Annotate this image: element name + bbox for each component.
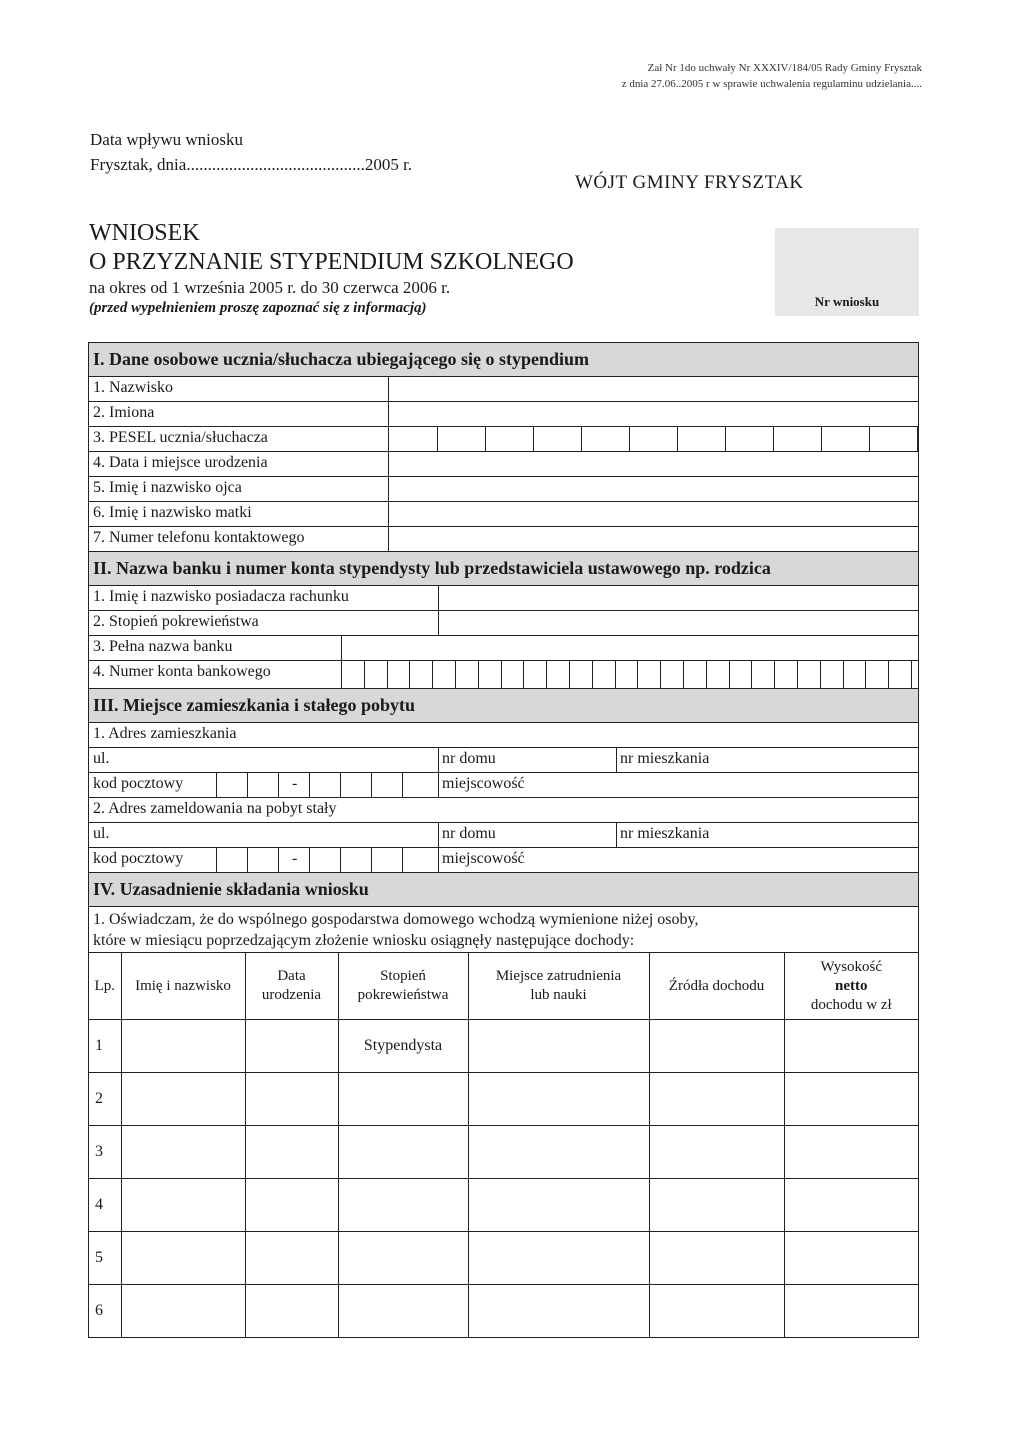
row-label: 2. Stopień pokrewieństwa <box>93 613 259 630</box>
col-net-income: Wysokość netto dochodu w zł <box>784 953 918 1020</box>
street-label: ul. <box>93 750 110 767</box>
flat-number-label: nr mieszkania <box>620 750 710 767</box>
row-account-holder <box>89 586 918 611</box>
title-line2: O PRZYZNANIE STYPENDIUM SZKOLNEGO <box>89 249 574 275</box>
row-label: 1. Adres zamieszkania <box>93 725 237 742</box>
table-row <box>89 1126 918 1179</box>
section1-heading: I. Dane osobowe ucznia/słuchacza ubiegającego się o stypendium <box>89 343 918 377</box>
row-father <box>89 477 918 502</box>
town-label: miejscowość <box>442 850 525 867</box>
row-number: 3 <box>89 1126 121 1179</box>
row-street-2 <box>89 823 918 848</box>
statement-line1: 1. Oświadczam, że do wspólnego gospodarstwa domowego wchodzą wymienione niżej osoby, <box>93 911 699 928</box>
row-account-number <box>89 661 918 689</box>
statement-line2: które w miesiącu poprzedzającym złożenie wniosku osiągnęły następujące dochody: <box>93 932 635 949</box>
household-statement <box>89 907 918 953</box>
house-number-label: nr domu <box>442 825 496 842</box>
cell-dob[interactable] <box>245 1179 338 1232</box>
cell-dob[interactable] <box>245 1232 338 1285</box>
intake-date-block <box>90 127 412 177</box>
cell-name[interactable] <box>121 1179 245 1232</box>
table-row <box>89 1179 918 1232</box>
recipient: WÓJT GMINY FRYSZTAK <box>575 172 804 193</box>
cell-source[interactable] <box>649 1232 784 1285</box>
cell-relationship[interactable] <box>338 1073 468 1126</box>
row-label: 1. Nazwisko <box>93 379 173 396</box>
cell-name[interactable] <box>121 1232 245 1285</box>
row-birth <box>89 452 918 477</box>
row-relationship <box>89 611 918 636</box>
col-dob: Data urodzenia <box>245 953 338 1020</box>
row-number: 2 <box>89 1073 121 1126</box>
col-name: Imię i nazwisko <box>121 953 245 1020</box>
cell-dob[interactable] <box>245 1020 338 1073</box>
row-street-1 <box>89 748 918 773</box>
street-label: ul. <box>93 825 110 842</box>
postcode-dash: - <box>292 850 298 867</box>
cell-dob[interactable] <box>245 1285 338 1338</box>
cell-relationship[interactable] <box>338 1179 468 1232</box>
cell-income[interactable] <box>784 1179 918 1232</box>
row-label: 4. Numer konta bankowego <box>93 663 271 680</box>
row-label: 3. Pełna nazwa banku <box>93 638 233 655</box>
house-number-label: nr domu <box>442 750 496 767</box>
cell-relationship[interactable] <box>338 1232 468 1285</box>
row-mother <box>89 502 918 527</box>
cell-workplace[interactable] <box>468 1285 649 1338</box>
application-number-box[interactable] <box>775 228 919 316</box>
row-label: 6. Imię i nazwisko matki <box>93 504 252 521</box>
row-number: 5 <box>89 1232 121 1285</box>
row-postcode-1 <box>89 773 918 798</box>
resolution-note-line2: z dnia 27.06..2005 r w sprawie uchwalenia regulaminu udzielania.... <box>621 78 922 90</box>
row-phone <box>89 527 918 552</box>
row-number: 4 <box>89 1179 121 1232</box>
row-label: 1. Imię i nazwisko posiadacza rachunku <box>93 588 349 605</box>
postcode-boxes-1[interactable] <box>216 773 433 797</box>
section3-heading: III. Miejsce zamieszkania i stałego pobytu <box>89 689 918 723</box>
intake-label: Data wpływu wniosku <box>90 130 243 149</box>
cell-name[interactable] <box>121 1285 245 1338</box>
cell-workplace[interactable] <box>468 1020 649 1073</box>
cell-name[interactable] <box>121 1073 245 1126</box>
title-line1: WNIOSEK <box>89 220 200 246</box>
row-number: 6 <box>89 1285 121 1338</box>
row-number: 1 <box>89 1020 121 1073</box>
row-first-names <box>89 402 918 427</box>
cell-source[interactable] <box>649 1285 784 1338</box>
cell-workplace[interactable] <box>468 1126 649 1179</box>
row-pesel <box>89 427 918 452</box>
postcode-dash: - <box>292 775 298 792</box>
row-label: 3. PESEL ucznia/słuchacza <box>93 429 268 446</box>
cell-relationship[interactable] <box>338 1126 468 1179</box>
table-row <box>89 1020 918 1073</box>
resolution-note <box>500 60 922 92</box>
cell-workplace[interactable] <box>468 1232 649 1285</box>
title-note: (przed wypełnieniem proszę zapoznać się z informacją) <box>89 300 427 316</box>
cell-dob[interactable] <box>245 1126 338 1179</box>
postcode-label: kod pocztowy <box>93 850 184 867</box>
section4-heading: IV. Uzasadnienie składania wniosku <box>89 873 918 907</box>
pesel-boxes[interactable] <box>437 427 918 451</box>
cell-workplace[interactable] <box>468 1179 649 1232</box>
postcode-boxes-2[interactable] <box>216 848 433 872</box>
postcode-label: kod pocztowy <box>93 775 184 792</box>
cell-income[interactable] <box>784 1232 918 1285</box>
row-label: 2. Imiona <box>93 404 155 421</box>
application-number-label: Nr wniosku <box>814 294 880 309</box>
table-row <box>89 1073 918 1126</box>
account-number-boxes[interactable] <box>341 661 934 688</box>
section2-heading: II. Nazwa banku i numer konta stypendysty lub przedstawiciela ustawowego np. rodzica <box>89 552 918 586</box>
row-address2-label <box>89 798 918 823</box>
cell-source[interactable] <box>649 1073 784 1126</box>
cell-source[interactable] <box>649 1179 784 1232</box>
row-address1-label <box>89 723 918 748</box>
table-row <box>89 1285 918 1338</box>
cell-source[interactable] <box>649 1020 784 1073</box>
row-bank-name <box>89 636 918 661</box>
col-income-source: Źródła dochodu <box>649 953 784 1020</box>
cell-workplace[interactable] <box>468 1073 649 1126</box>
cell-income[interactable] <box>784 1126 918 1179</box>
row-postcode-2 <box>89 848 918 873</box>
household-table-header <box>89 953 918 1020</box>
row-label: 2. Adres zameldowania na pobyt stały <box>93 800 337 817</box>
intake-place-date[interactable]: Frysztak, dnia..........................................2005 r. <box>90 155 413 174</box>
form-title <box>89 219 574 318</box>
table-row <box>89 1232 918 1285</box>
cell-relationship[interactable] <box>338 1285 468 1338</box>
col-relationship: Stopień pokrewieństwa <box>338 953 468 1020</box>
row-label: 5. Imię i nazwisko ojca <box>93 479 242 496</box>
resolution-note-line1: Zał Nr 1do uchwały Nr XXXIV/184/05 Rady Gminy Frysztak <box>647 62 922 74</box>
title-period: na okres od 1 września 2005 r. do 30 czerwca 2006 r. <box>89 278 451 297</box>
application-form <box>88 342 919 1338</box>
col-workplace: Miejsce zatrudnienia lub nauki <box>468 953 649 1020</box>
cell-income[interactable] <box>784 1285 918 1338</box>
town-label: miejscowość <box>442 775 525 792</box>
cell-income[interactable] <box>784 1020 918 1073</box>
flat-number-label: nr mieszkania <box>620 825 710 842</box>
cell-dob[interactable] <box>245 1073 338 1126</box>
row-label: 4. Data i miejsce urodzenia <box>93 454 268 471</box>
row-surname <box>89 377 918 402</box>
cell-relationship: Stypendysta <box>338 1020 468 1073</box>
cell-income[interactable] <box>784 1073 918 1126</box>
household-table <box>89 953 918 1337</box>
cell-name[interactable] <box>121 1126 245 1179</box>
cell-name[interactable] <box>121 1020 245 1073</box>
cell-source[interactable] <box>649 1126 784 1179</box>
col-lp: Lp. <box>89 953 121 1020</box>
row-label: 7. Numer telefonu kontaktowego <box>93 529 305 546</box>
